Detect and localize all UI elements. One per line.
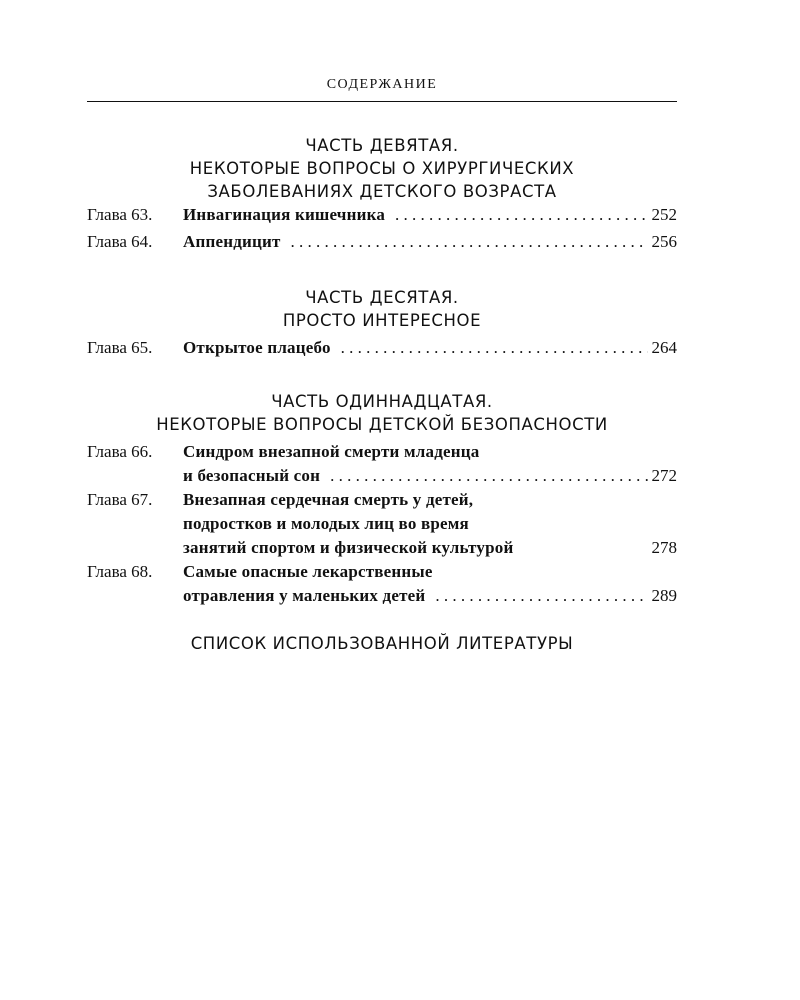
chapter-number: Глава 67.: [87, 490, 153, 509]
chapter-number: Глава 63.: [87, 205, 153, 224]
chapter-number: Глава 68.: [87, 562, 153, 581]
page-number: 252: [651, 205, 677, 224]
dot-leader: [291, 230, 648, 254]
dot-leader: [395, 203, 647, 227]
chapter-number: Глава 65.: [87, 338, 153, 357]
page-number: 256: [651, 232, 677, 251]
page-number: 289: [651, 586, 677, 605]
chapter-title: Аппендицит: [183, 232, 281, 251]
chapter-number: Глава 66.: [87, 442, 153, 461]
chapter-title: подростков и молодых лиц во время: [183, 514, 469, 533]
page-number: 272: [651, 466, 677, 485]
part-heading-line: ПРОСТО ИНТЕРЕСНОЕ: [282, 311, 482, 330]
dot-leader: [435, 584, 647, 608]
dot-leader: [330, 464, 647, 488]
chapter-title: Внезапная сердечная смерть у детей,: [183, 490, 474, 509]
running-head: СОДЕРЖАНИЕ: [326, 77, 438, 92]
header-rule: [87, 101, 677, 102]
bibliography-heading[interactable]: СПИСОК ИСПОЛЬЗОВАННОЙ ЛИТЕРАТУРЫ: [190, 634, 574, 653]
dot-leader: [341, 336, 648, 360]
part-heading-line: НЕКОТОРЫЕ ВОПРОСЫ ДЕТСКОЙ БЕЗОПАСНОСТИ: [156, 415, 608, 434]
part-heading-line: ЧАСТЬ ОДИННАДЦАТАЯ.: [271, 392, 493, 411]
part-heading-10: [87, 286, 677, 332]
chapter-number: Глава 64.: [87, 232, 153, 251]
page-number: 278: [651, 538, 677, 557]
part-heading-line: ЧАСТЬ ДЕСЯТАЯ.: [305, 288, 459, 307]
chapter-title: и безопасный сон: [183, 466, 321, 485]
part-heading-9: [87, 134, 677, 203]
part-heading-line: ЗАБОЛЕВАНИЯХ ДЕТСКОГО ВОЗРАСТА: [207, 182, 557, 201]
part-heading-11: [87, 390, 677, 436]
chapter-title: Синдром внезапной смерти младенца: [183, 442, 480, 461]
chapter-title: Открытое плацебо: [183, 338, 331, 357]
part-heading-line: НЕКОТОРЫЕ ВОПРОСЫ О ХИРУРГИЧЕСКИХ: [189, 159, 575, 178]
chapter-title: отравления у маленьких детей: [183, 586, 426, 605]
chapter-title: Самые опасные лекарственные: [183, 562, 433, 581]
page-number: 264: [651, 338, 677, 357]
part-heading-line: ЧАСТЬ ДЕВЯТАЯ.: [305, 136, 459, 155]
chapter-title: занятий спортом и физической культурой: [183, 538, 514, 557]
chapter-title: Инвагинация кишечника: [183, 205, 386, 224]
